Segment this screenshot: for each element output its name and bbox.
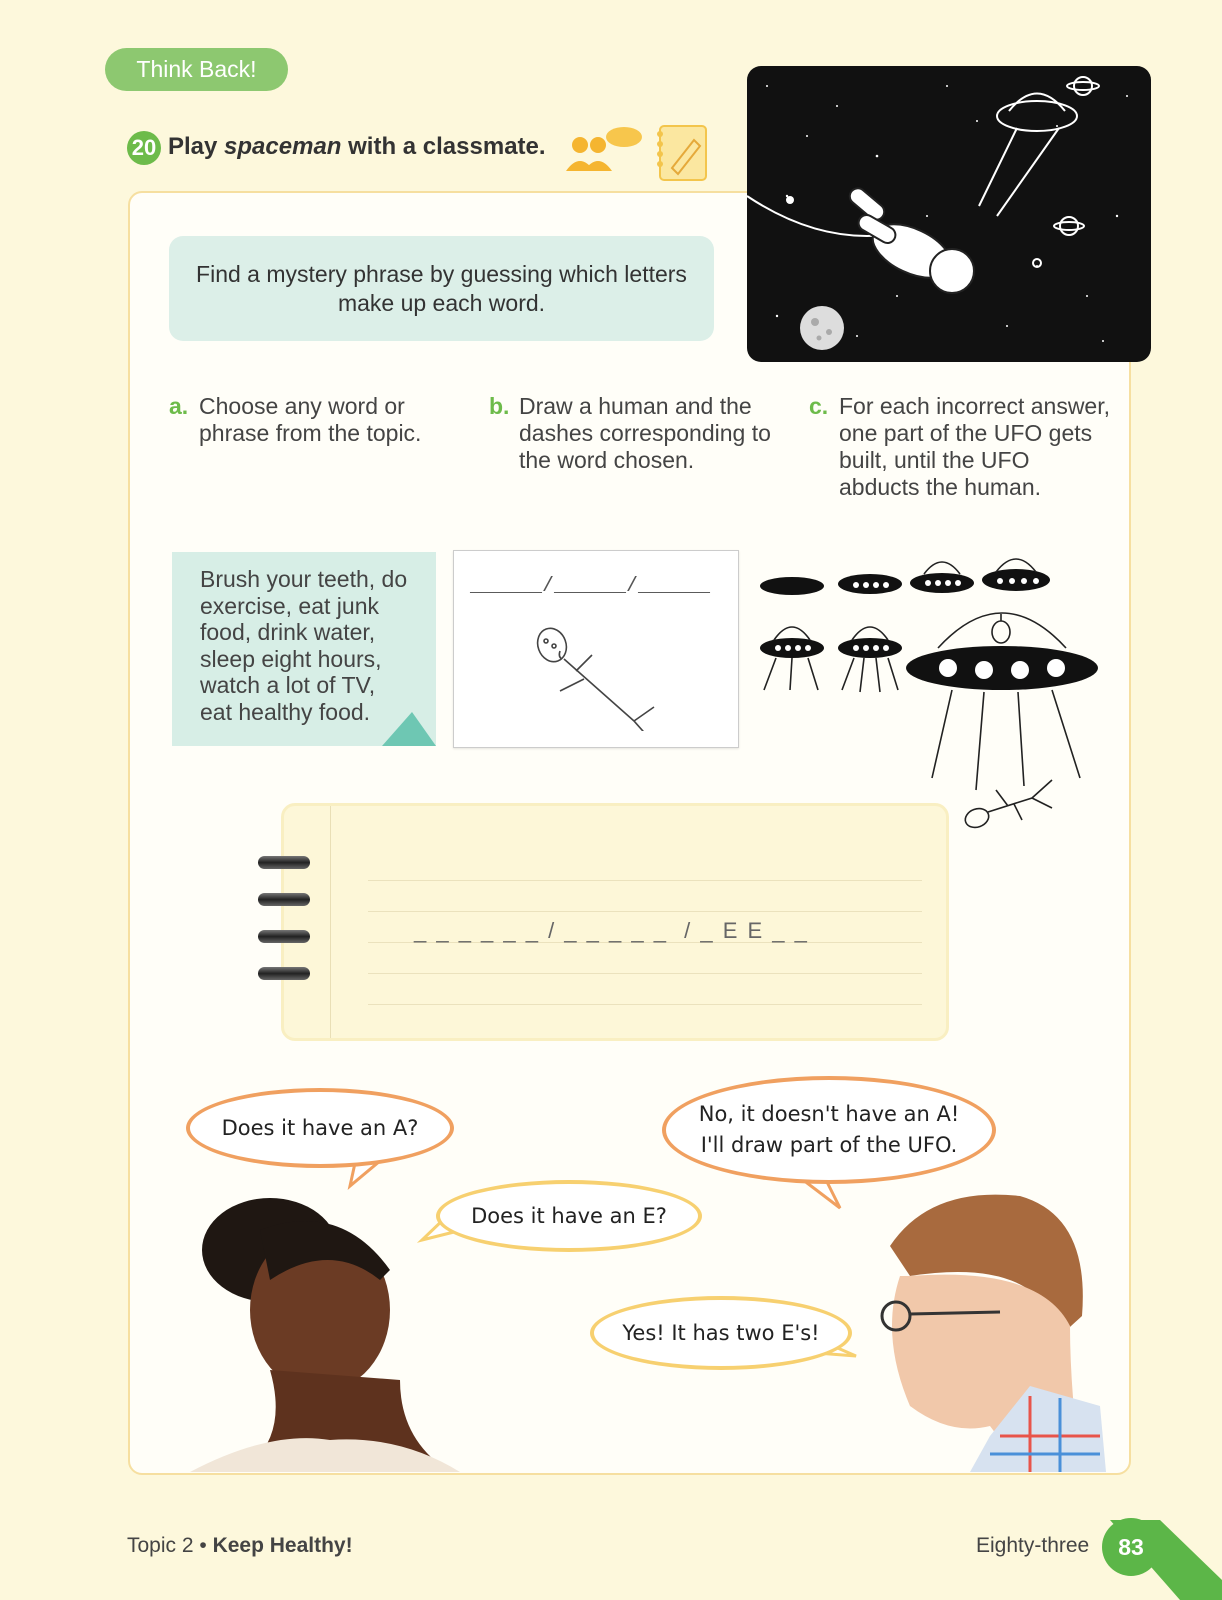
step-a: [169, 393, 469, 447]
instruction-box: Find a mystery phrase by guessing which letters make up each word.: [169, 236, 714, 341]
notebook-pencil-icon: [652, 118, 710, 184]
ruled-line: [368, 911, 922, 912]
bubble-line: I'll draw part of the UFO.: [700, 1133, 958, 1157]
step-letter: a.: [169, 393, 189, 419]
notebook-card: [281, 803, 949, 1041]
space-illustration: [747, 66, 1151, 362]
step-c: [809, 393, 1119, 501]
spiral-ring: [258, 930, 310, 943]
boy-photo: [870, 1186, 1110, 1472]
page-number: 83: [1102, 1518, 1160, 1576]
mystery-phrase-dashes: _ _ _ _ _ _ / _ _ _ _ _ / _ E E _ _: [414, 918, 809, 943]
step-letter: b.: [489, 393, 510, 419]
stick-figure-icon: [524, 621, 684, 731]
ruled-line: [368, 973, 922, 974]
paper-dashes: ______/______/______: [470, 575, 711, 598]
pair-work-icon: [560, 125, 650, 175]
note-fold-icon: [382, 712, 436, 746]
speech-bubble-boy-1: [662, 1076, 996, 1184]
think-back-label: Think Back!: [105, 48, 288, 91]
question-number: 20: [127, 131, 161, 165]
footer-topic: Topic 2 • Keep Healthy!: [127, 1534, 353, 1557]
phrases-note: [172, 552, 436, 746]
speech-bubble-girl-1: Does it have an A?: [186, 1088, 454, 1168]
speech-bubble-girl-2: Does it have an E?: [436, 1180, 702, 1252]
step-text: For each incorrect answer, one part of the UFO gets built, until the UFO abducts the human.: [839, 393, 1111, 500]
step-text: Draw a human and the dashes corresponding to the word chosen.: [519, 393, 771, 473]
phrases-text: Brush your teeth, do exercise, eat junk food, drink water, sleep eight hours, watch a lot of TV, eat healthy food.: [200, 566, 408, 725]
girl-photo: [150, 1190, 480, 1472]
ruled-line: [368, 1004, 922, 1005]
spiral-ring: [258, 856, 310, 869]
ruled-line: [368, 880, 922, 881]
spiral-ring: [258, 893, 310, 906]
footer-page-word: Eighty-three: [976, 1534, 1090, 1557]
step-text: Choose any word or phrase from the topic.: [199, 393, 422, 446]
bubble-line: No, it doesn't have an A!: [698, 1102, 960, 1126]
notebook-margin-line: [330, 806, 331, 1038]
step-b: [489, 393, 799, 474]
question-title: Play spaceman with a classmate.: [168, 133, 546, 160]
step-letter: c.: [809, 393, 829, 419]
astronaut-ufo-image: [747, 66, 1151, 362]
spiral-ring: [258, 967, 310, 980]
speech-bubble-boy-2: Yes! It has two E's!: [590, 1296, 852, 1370]
ufo-sequence-illustration: [752, 550, 1114, 846]
stick-figure-paper: [453, 550, 739, 748]
